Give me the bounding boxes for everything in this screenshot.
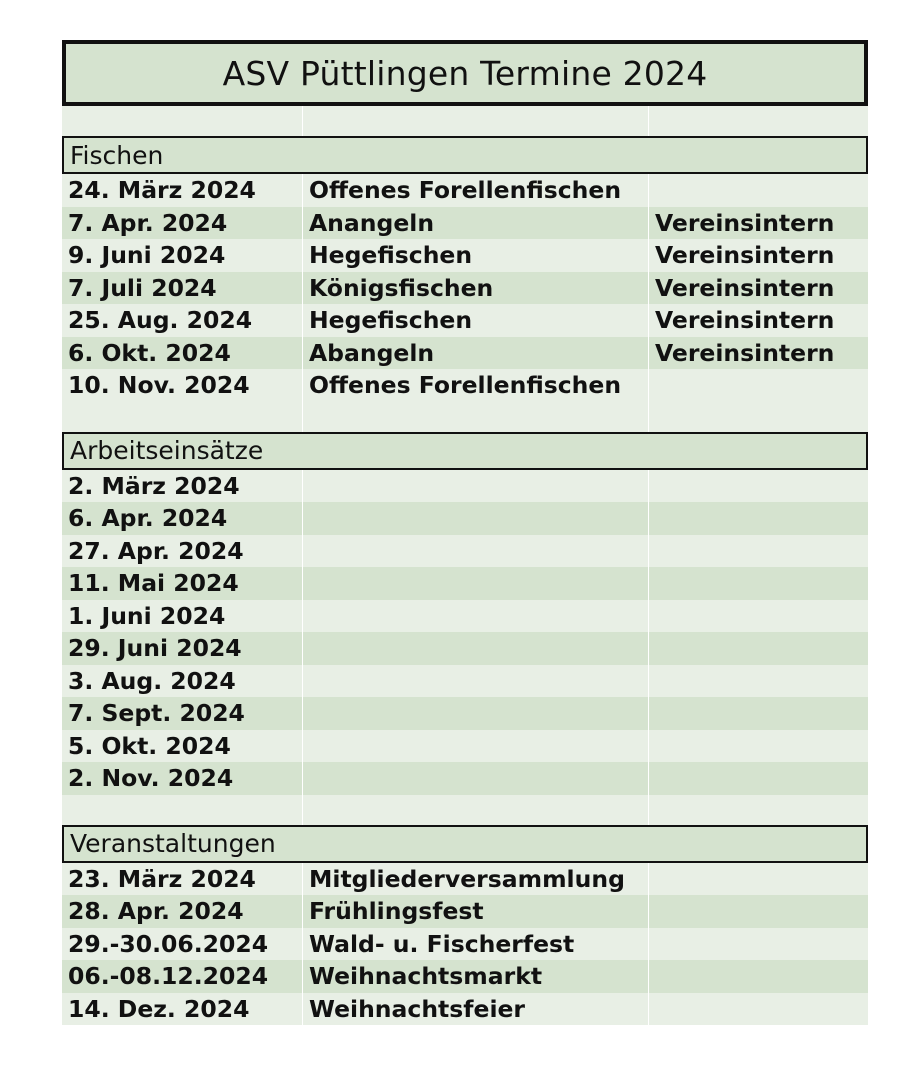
table-row — [62, 535, 868, 568]
event-cell: Königsfischen — [302, 272, 648, 305]
date-cell: 24. März 2024 — [62, 174, 302, 207]
date-cell: 1. Juni 2024 — [62, 600, 302, 633]
table-row — [62, 369, 868, 402]
section-heading-label: Arbeitseinsätze — [70, 436, 264, 465]
table-row — [62, 337, 868, 370]
event-cell: Abangeln — [302, 337, 648, 370]
spacer-row — [62, 106, 868, 136]
event-cell — [302, 567, 648, 600]
table-row — [62, 730, 868, 763]
event-cell — [302, 632, 648, 665]
event-cell: Wald- u. Fischerfest — [302, 928, 648, 961]
date-cell: 7. Sept. 2024 — [62, 697, 302, 730]
date-cell: 3. Aug. 2024 — [62, 665, 302, 698]
date-cell: 27. Apr. 2024 — [62, 535, 302, 568]
note-cell — [648, 470, 868, 503]
event-cell: Hegefischen — [302, 239, 648, 272]
table-row — [62, 470, 868, 503]
table-row — [62, 207, 868, 240]
note-cell — [648, 697, 868, 730]
date-cell: 29.-30.06.2024 — [62, 928, 302, 961]
section-heading-label: Veranstaltungen — [70, 829, 276, 858]
table-row — [62, 272, 868, 305]
note-cell: Vereinsintern — [648, 207, 868, 240]
section-heading-label: Fischen — [70, 140, 164, 170]
event-cell — [302, 697, 648, 730]
table-row — [62, 697, 868, 730]
date-cell: 25. Aug. 2024 — [62, 304, 302, 337]
section-veranstaltungen — [62, 863, 868, 1026]
section-fischen — [62, 174, 868, 402]
section-arbeit — [62, 470, 868, 795]
date-cell: 14. Dez. 2024 — [62, 993, 302, 1026]
note-cell — [648, 863, 868, 896]
table-row — [62, 600, 868, 633]
event-cell: Offenes Forellenfischen — [302, 369, 648, 402]
table-row — [62, 993, 868, 1026]
date-cell: 28. Apr. 2024 — [62, 895, 302, 928]
date-cell: 11. Mai 2024 — [62, 567, 302, 600]
page-title: ASV Püttlingen Termine 2024 — [222, 53, 708, 93]
date-cell: 10. Nov. 2024 — [62, 369, 302, 402]
note-cell: Vereinsintern — [648, 304, 868, 337]
table-row — [62, 895, 868, 928]
note-cell — [648, 993, 868, 1026]
note-cell: Vereinsintern — [648, 272, 868, 305]
note-cell: Vereinsintern — [648, 337, 868, 370]
note-cell — [648, 960, 868, 993]
event-cell — [302, 470, 648, 503]
table-row — [62, 863, 868, 896]
spacer-row — [62, 795, 868, 825]
table-row — [62, 304, 868, 337]
date-cell: 6. Okt. 2024 — [62, 337, 302, 370]
section-heading-arbeit — [62, 432, 868, 470]
table-row — [62, 174, 868, 207]
event-cell — [302, 502, 648, 535]
event-cell: Weihnachtsfeier — [302, 993, 648, 1026]
date-cell: 9. Juni 2024 — [62, 239, 302, 272]
date-cell: 23. März 2024 — [62, 863, 302, 896]
note-cell — [648, 535, 868, 568]
table-row — [62, 239, 868, 272]
note-cell — [648, 369, 868, 402]
table-row — [62, 632, 868, 665]
note-cell — [648, 730, 868, 763]
date-cell: 06.-08.12.2024 — [62, 960, 302, 993]
event-cell — [302, 762, 648, 795]
date-cell: 7. Juli 2024 — [62, 272, 302, 305]
event-cell: Mitgliederversammlung — [302, 863, 648, 896]
note-cell — [648, 174, 868, 207]
note-cell — [648, 665, 868, 698]
event-cell: Weihnachtsmarkt — [302, 960, 648, 993]
note-cell — [648, 567, 868, 600]
table-row — [62, 960, 868, 993]
note-cell — [648, 928, 868, 961]
note-cell — [648, 632, 868, 665]
date-cell: 5. Okt. 2024 — [62, 730, 302, 763]
event-cell: Frühlingsfest — [302, 895, 648, 928]
table-row — [62, 665, 868, 698]
date-cell: 6. Apr. 2024 — [62, 502, 302, 535]
date-cell: 7. Apr. 2024 — [62, 207, 302, 240]
spacer-row — [62, 402, 868, 432]
date-cell: 2. März 2024 — [62, 470, 302, 503]
date-cell: 29. Juni 2024 — [62, 632, 302, 665]
event-cell — [302, 535, 648, 568]
event-cell: Hegefischen — [302, 304, 648, 337]
event-cell — [302, 730, 648, 763]
event-cell — [302, 665, 648, 698]
note-cell — [648, 600, 868, 633]
schedule-sheet — [62, 40, 868, 1025]
note-cell: Vereinsintern — [648, 239, 868, 272]
date-cell: 2. Nov. 2024 — [62, 762, 302, 795]
note-cell — [648, 762, 868, 795]
event-cell: Offenes Forellenfischen — [302, 174, 648, 207]
table-row — [62, 567, 868, 600]
event-cell — [302, 600, 648, 633]
note-cell — [648, 895, 868, 928]
table-row — [62, 502, 868, 535]
table-row — [62, 762, 868, 795]
note-cell — [648, 502, 868, 535]
table-row — [62, 928, 868, 961]
section-heading-veranstaltungen — [62, 825, 868, 863]
section-heading-fischen — [62, 136, 868, 174]
title-box — [62, 40, 868, 106]
event-cell: Anangeln — [302, 207, 648, 240]
